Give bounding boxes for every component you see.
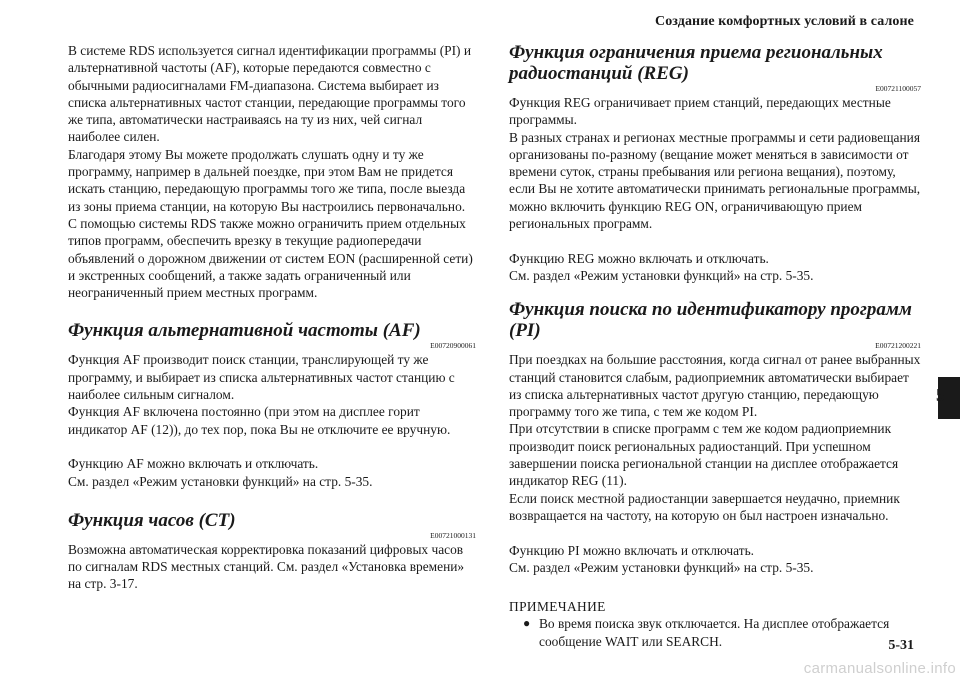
- reg-paragraph-3: Функцию REG можно включать и отключать.: [509, 250, 769, 266]
- pi-paragraph-3: Если поиск местной радиостанции завершается неудачно, приемник возвращается на частоту, на которую он был настроен изначально.: [509, 490, 900, 523]
- note-block: [509, 598, 921, 650]
- af-paragraph-4: См. раздел «Режим установки функций» на стр. 5-35.: [68, 473, 373, 489]
- section-af-code: E00720900061: [430, 341, 476, 351]
- section-pi: [509, 299, 921, 576]
- af-paragraph-1: Функция AF производит поиск станции, транслирующей ту же программу, и выбирает из списка альтернативных частот станцию с наиболее сильным сигналом.: [68, 352, 455, 403]
- section-reg-title-line-1: Функция ограничения приема региональных: [509, 42, 883, 63]
- section-pi-code: E00721200221: [875, 341, 921, 351]
- page-number: 5-31: [888, 638, 914, 653]
- section-af-title: Функция альтернативной частоты (AF): [68, 320, 421, 342]
- pi-paragraph-4: Функцию PI можно включать и отключать.: [509, 542, 755, 558]
- note-title: ПРИМЕЧАНИЕ: [509, 599, 606, 615]
- section-ct-code: E00721000131: [430, 530, 476, 540]
- left-column: [68, 42, 476, 593]
- chapter-tab-number: 5: [936, 385, 945, 405]
- reg-paragraph-4: См. раздел «Режим установки функций» на стр. 5-35.: [509, 267, 814, 283]
- ct-paragraph-1: Возможна автоматическая корректировка показаний цифровых часов по сигналам RDS местных станций. См. раздел «Установка времени» на стр. 3-17.: [68, 541, 465, 592]
- pi-paragraph-1: При поездках на большие расстояния, когда сигнал от ранее выбранных станций становится слабым, радиоприемник автоматически выбирает из списка альтернативных частот другую станцию, передающую программу того же типа, с тем же кодом PI.: [509, 352, 921, 420]
- running-header: Создание комфортных условий в салоне: [654, 14, 914, 29]
- pi-paragraph-2: При отсутствии в списке программ с тем же кодом радиоприемник производит поиск региональных радиостанций. При успешном завершении поиска региональной станции на дисплее отображается индикатор REG (11).: [509, 421, 899, 489]
- note-item-text: Во время поиска звук отключается. На дисплее отображается сообщение WAIT или SEARCH.: [539, 616, 890, 649]
- pi-paragraph-5: См. раздел «Режим установки функций» на стр. 5-35.: [509, 559, 814, 575]
- watermark: carmanualsonline.info: [803, 660, 956, 677]
- bullet-icon: ●: [523, 616, 531, 631]
- intro-paragraph-1: В системе RDS используется сигнал идентификации программы (PI) и альтернативной частоты (AF), которые передаются совместно с обычными радиосигналами FM-диапазона. Система выбирает из списка альтернативных частот станции, передающие программы того же типа, автоматически настраиваясь на ту из них, чей сигнал наиболее силен.: [68, 43, 472, 145]
- reg-paragraph-1: Функция REG ограничивает прием станций, передающих местные программы.: [509, 95, 891, 128]
- right-column: [509, 42, 921, 650]
- section-ct: [68, 510, 476, 593]
- section-af: [68, 320, 476, 489]
- reg-paragraph-2: В разных странах и регионах местные программы и сети радиовещания организованы по-разному (вещание может меняться в зависимости от времени суток, страны пребывания или региона вещания), поэтому, если Вы не хотите автоматически принимать региональные программы, можно включить функцию REG ON, ограничивающую прием региональных программ.: [509, 129, 921, 232]
- note-item: [509, 615, 921, 650]
- intro-paragraph-2: Благодаря этому Вы можете продолжать слушать одну и ту же программу, например в дальней поездке, при этом Вам не придется искать станцию, передающую программы того же типа, после выезда из зоны приема станции, на которую Вы настроились первоначально. С помощью системы RDS также можно ограничить прием отдельных типов программ, обеспечить врезку в текущие радиопередачи объявлений о дорожном движении от систем EON (расширенной сети) и экстренных сообщений, а также задать ограниченный или неограниченный прием местных программ.: [68, 146, 473, 301]
- section-ct-title: Функция часов (CT): [68, 509, 236, 531]
- af-paragraph-3: Функцию AF можно включать и отключать.: [68, 456, 319, 472]
- section-pi-title: Функция поиска по идентификатору программ (PI): [509, 299, 912, 342]
- section-reg: [509, 42, 921, 284]
- section-reg-code: E00721100057: [875, 84, 921, 93]
- section-reg-title-line-2: радиостанций (REG): [509, 63, 689, 84]
- af-paragraph-2: Функция AF включена постоянно (при этом на дисплее горит индикатор AF (12)), до тех пор, пока Вы не отключите ее вручную.: [68, 404, 451, 437]
